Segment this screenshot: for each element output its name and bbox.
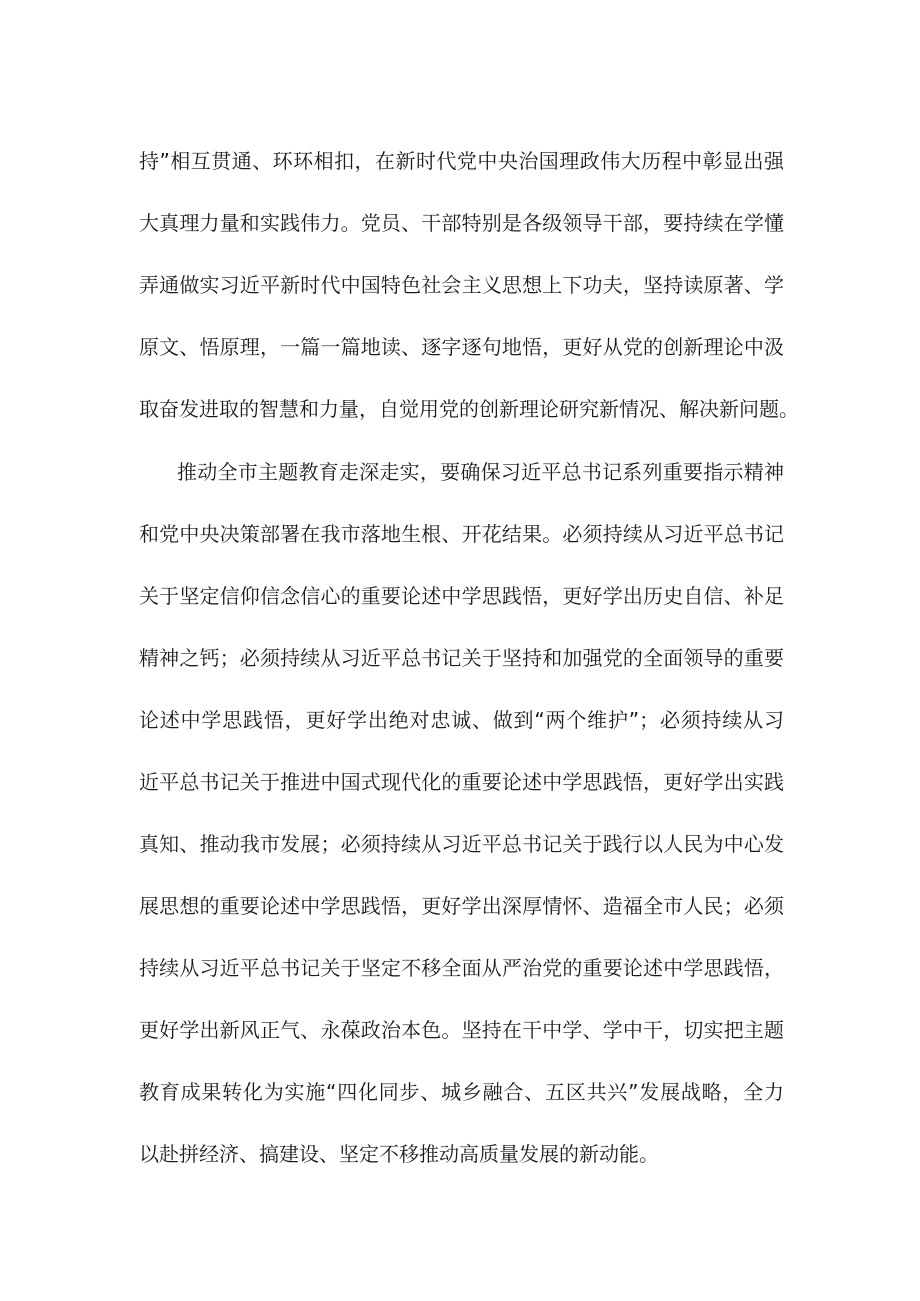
paragraph-1 [139,142,799,452]
text-line: 精神之钙；必须持续从习近平总书记关于坚持和加强党的全面领导的重要 [139,646,784,670]
text-line: 真知、推动我市发展；必须持续从习近平总书记关于践行以人民为中心发 [139,832,784,856]
text-line: 更好学出新风正气、永葆政治本色。坚持在干中学、学中干，切实把主题 [139,1018,784,1042]
text-line: 持续从习近平总书记关于坚定不移全面从严治党的重要论述中学思践悟， [139,956,784,980]
text-line: 以赴拼经济、搞建设、坚定不移推动高质量发展的新动能。 [139,1142,659,1166]
text-line: 取奋发进取的智慧和力量，自觉用党的创新理论研究新情况、解决新问题。 [139,397,799,421]
text-line: 展思想的重要论述中学思践悟，更好学出深厚情怀、造福全市人民；必须 [139,894,784,918]
text-line: 近平总书记关于推进中国式现代化的重要论述中学思践悟，更好学出实践 [139,770,784,794]
text-line: 大真理力量和实践伟力。党员、干部特别是各级领导干部，要持续在学懂 [139,211,784,235]
text-line-indented: 推动全市主题教育走深走实，要确保习近平总书记系列重要指示精神 [177,460,784,484]
text-line: 教育成果转化为实施“四化同步、城乡融合、五区共兴”发展战略，全力 [139,1080,784,1104]
text-line: 弄通做实习近平新时代中国特色社会主义思想上下功夫，坚持读原著、学 [139,273,784,297]
text-line: 关于坚定信仰信念信心的重要论述中学思践悟，更好学出历史自信、补足 [139,584,784,608]
text-line: 持”相互贯通、环环相扣，在新时代党中央治国理政伟大历程中彰显出强 [139,149,784,173]
paragraph-2 [139,453,784,1197]
text-line: 原文、悟原理，一篇一篇地读、逐字逐句地悟，更好从党的创新理论中汲 [139,335,784,359]
text-line: 和党中央决策部署在我市落地生根、开花结果。必须持续从习近平总书记 [139,522,784,546]
text-line: 论述中学思践悟，更好学出绝对忠诚、做到“两个维护”；必须持续从习 [139,708,784,732]
